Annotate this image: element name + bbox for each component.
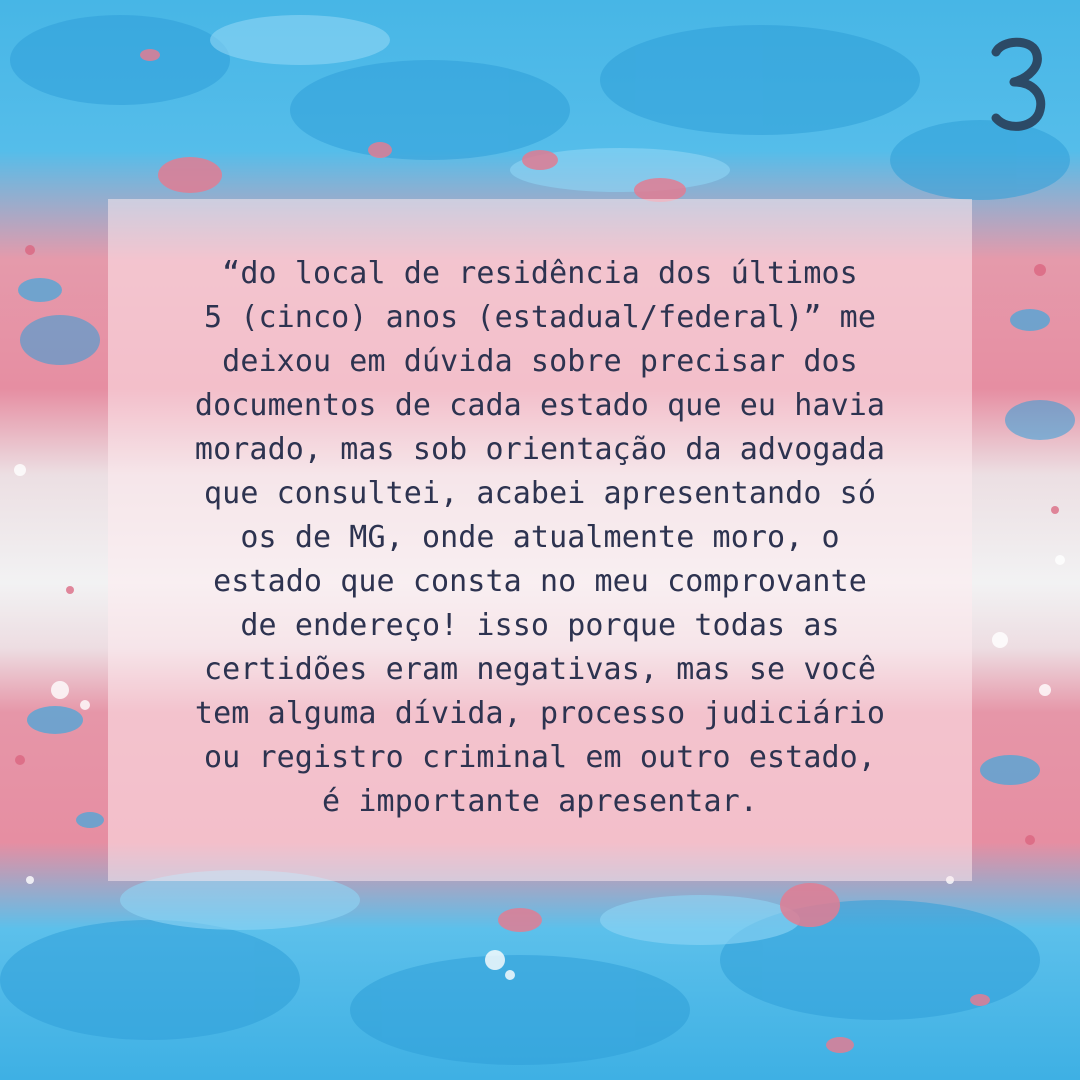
quote-text: “do local de residência dos últimos 5 (cinco) anos (estadual/federal)” me deixou em dúvida sobre precisar dos documentos de cada estado que eu havia morado, mas sob orientação da advogada que consultei, acabei apresentando só os de MG, onde atualmente moro, o estado que consta no meu comprovante de endereço! isso porque todas as certidões eram negativas, mas se você tem alguma dívida, processo judiciário ou registro criminal em outro estado, é importante apresentar. bbox=[194, 256, 886, 819]
page-number-three bbox=[984, 30, 1054, 140]
